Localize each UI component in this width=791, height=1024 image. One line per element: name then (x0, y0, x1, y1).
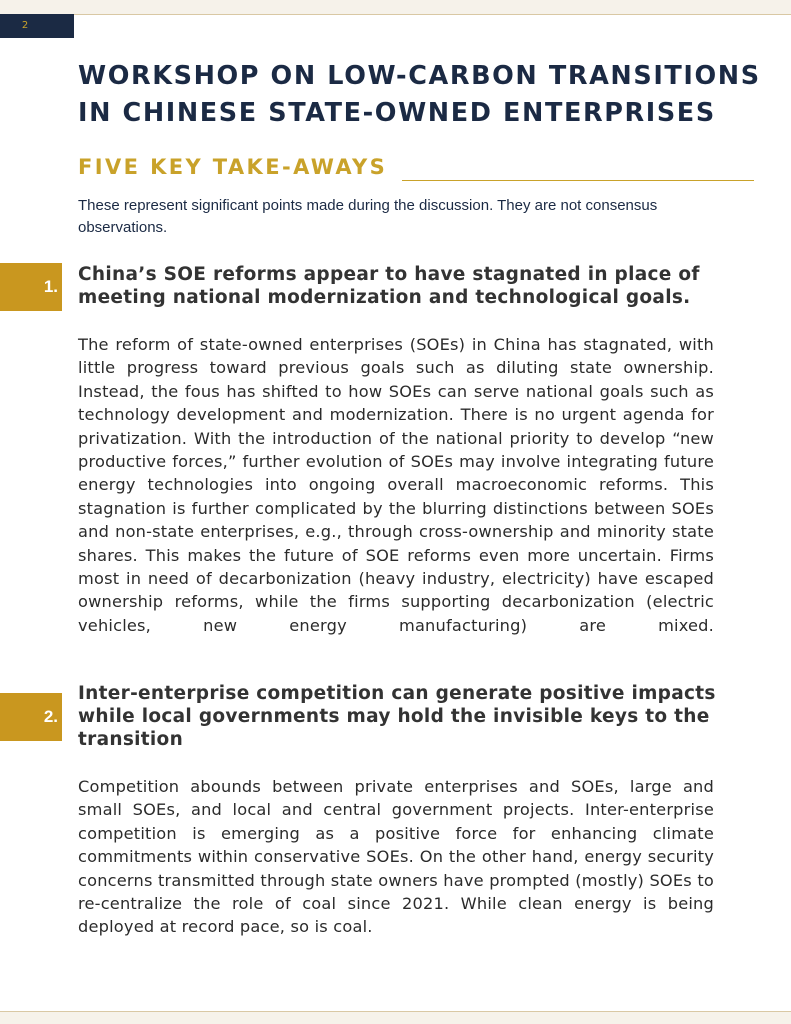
takeaway-heading: Inter-enterprise competition can generate positive impacts while local governments may hold the invisible keys to the transition (78, 683, 716, 750)
takeaway-body: The reform of state-owned enterprises (SOEs) in China has stagnated, with little progress toward previous goals such as diluting state ownership. Instead, the fous has shifted to how SOEs can serve national goals such as technology development and modernization. There is no urgent agenda for privatization. With the introduction of the national priority to develop “new productive forces,” further evolution of SOEs may involve integrating future energy technologies into ongoing overall macroeconomic reforms. This stagnation is further complicated by the blurring distinctions between SOEs and non-state enterprises, e.g., through cross-ownership and minority state shares. This makes the future of SOE reforms even more uncertain. Firms most in need of decarbonization (heavy industry, electricity) have escaped ownership reforms, while the firms supporting decarbonization (electric vehicles, new energy manufacturing) are mixed. (78, 335, 714, 635)
section-subtitle: FIVE KEY TAKE-AWAYS (78, 155, 388, 179)
takeaway-number-badge: 1. (0, 263, 62, 311)
takeaway-number-badge: 2. (0, 693, 62, 741)
page-number: 2 (0, 14, 74, 38)
takeaway-body: Competition abounds between private enterprises and SOEs, large and small SOEs, and local and central government projects. Inter-enterprise competition is emerging as a positive force for enhancing climate commitments within conservative SOEs. On the other hand, energy security concerns transmitted through state owners have prompted (mostly) SOEs to re-centralize the role of coal since 2021. While clean energy is being deployed at record pace, so is coal. (78, 777, 714, 937)
subtitle-divider (402, 180, 754, 181)
takeaway-heading: China’s SOE reforms appear to have stagnated in place of meeting national modernization and technological goals. (78, 264, 700, 308)
intro-note: These represent significant points made during the discussion. They are not consensus observations. (78, 197, 658, 236)
document-title: WORKSHOP ON LOW-CARBON TRANSITIONS IN CHINESE STATE-OWNED ENTERPRISES (78, 61, 761, 128)
